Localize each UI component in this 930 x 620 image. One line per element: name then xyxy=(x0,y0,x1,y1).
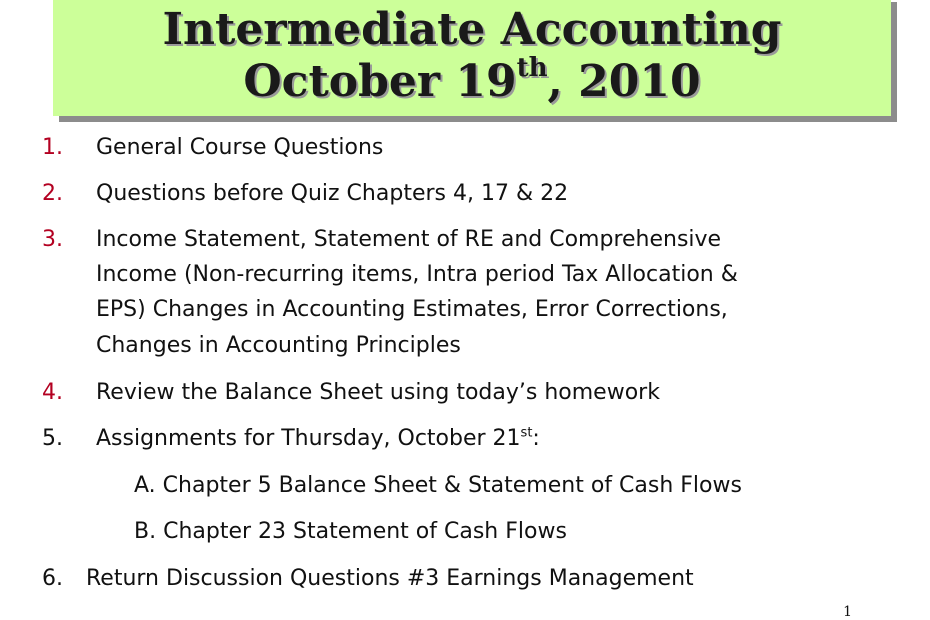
sub-item-text: Chapter 23 Statement of Cash Flows xyxy=(163,519,567,544)
item-number: 4. xyxy=(42,380,63,405)
item-text-line: EPS) Changes in Accounting Estimates, Error Corrections, xyxy=(96,297,728,322)
sub-item-a xyxy=(134,468,742,503)
item-number: 3. xyxy=(42,227,63,252)
item-text-line: Changes in Accounting Principles xyxy=(96,333,461,358)
item-number: 5. xyxy=(42,426,63,451)
item-number: 2. xyxy=(42,181,63,206)
title-line-1: Intermediate Accounting xyxy=(162,4,782,55)
item-text-line: Income (Non-recurring items, Intra period Tax Allocation & xyxy=(96,262,738,287)
title-line-2: October 19th, 2010 xyxy=(243,53,701,107)
page-number: 1 xyxy=(843,604,852,620)
title-box xyxy=(53,0,891,116)
sub-item-letter: A. xyxy=(134,473,156,498)
sub-item-b xyxy=(134,514,567,549)
sub-item-text: Chapter 5 Balance Sheet & Statement of Cash Flows xyxy=(162,473,742,498)
item-number: 6. xyxy=(42,566,63,591)
item-text: Questions before Quiz Chapters 4, 17 & 22 xyxy=(96,181,569,206)
item-text-line: Income Statement, Statement of RE and Comprehensive xyxy=(96,227,722,252)
item-text: Assignments for Thursday, October 21st: xyxy=(96,425,540,451)
item-text: Return Discussion Questions #3 Earnings Management xyxy=(86,566,694,591)
item-text: Review the Balance Sheet using today’s homework xyxy=(96,380,660,405)
sub-item-letter: B. xyxy=(134,519,157,544)
item-number: 1. xyxy=(42,135,63,160)
item-text: General Course Questions xyxy=(96,135,384,160)
